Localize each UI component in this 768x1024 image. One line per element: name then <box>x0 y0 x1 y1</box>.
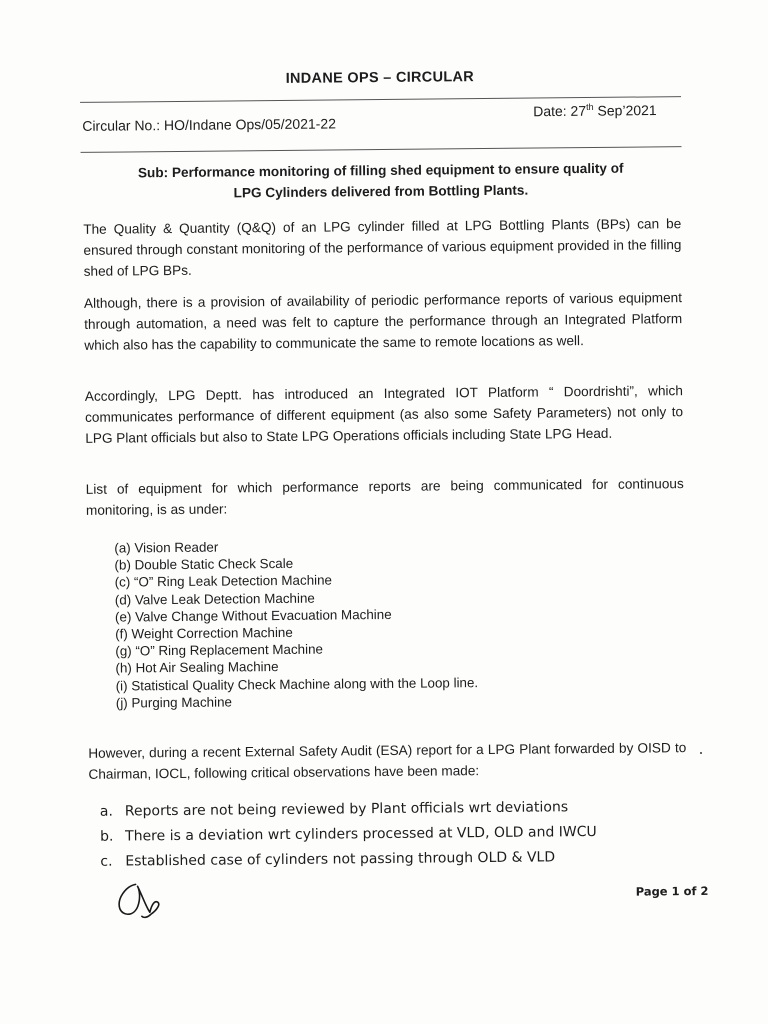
subject-line-1: Sub: Performance monitoring of filling shed equipment to ensure quality of <box>137 160 624 181</box>
observation-list <box>100 795 597 875</box>
date-prefix: Date: 27 <box>533 102 587 120</box>
equipment-list <box>114 536 478 712</box>
list-item <box>100 845 597 875</box>
circular-number: Circular No.: HO/Indane Ops/05/2021-22 <box>82 115 337 134</box>
list-item: (e) Valve Change Without Evacuation Machine <box>114 606 392 625</box>
page-number: Page 1 of 2 <box>635 883 709 899</box>
observation-marker: c. <box>100 853 113 870</box>
signature-initials <box>114 880 166 922</box>
subject <box>81 157 681 205</box>
paragraph-equipment-intro: List of equipment for which performance reports are being communicated for continuous monitoring, is as under: <box>85 476 684 518</box>
list-item: (a) Vision Reader <box>114 539 219 556</box>
observation-text: Reports are not being reviewed by Plant officials wrt deviations <box>124 799 569 820</box>
scan-speck <box>700 752 702 754</box>
observation-text: Established case of cylinders not passing through OLD & VLD <box>125 849 556 870</box>
paragraph-doordrishti: Accordingly, LPG Deptt. has introduced an Integrated IOT Platform “ Doordrishti”, which communicates performance of different equipment (as also some Safety Parameters) not only to LPG Plant officials but also to State LPG Operations officials including State LPG Head. <box>84 383 684 446</box>
subject-line-2: LPG Cylinders delivered from Bottling Plants. <box>233 182 529 201</box>
observation-marker: a. <box>99 803 113 820</box>
list-item: (g) “O” Ring Replacement Machine <box>115 641 324 659</box>
list-item: (d) Valve Leak Detection Machine <box>114 590 315 608</box>
circular-date <box>533 101 657 119</box>
document-title: INDANE OPS – CIRCULAR <box>285 69 475 87</box>
list-item: (f) Weight Correction Machine <box>115 624 293 642</box>
date-ordinal: th <box>586 101 594 113</box>
list-item: (h) Hot Air Sealing Machine <box>115 659 279 677</box>
paragraph-qq: The Quality & Quantity (Q&Q) of an LPG cylinder filled at LPG Bottling Plants (BPs) can be ensured through constant monitoring of the performance of various equipment provided in the filling shed of LPG BPs. <box>83 216 682 279</box>
observation-text: There is a deviation wrt cylinders processed at VLD, OLD and IWCU <box>125 823 597 845</box>
list-item: (b) Double Static Check Scale <box>114 556 294 573</box>
paragraph-automation: Although, there is a provision of availability of periodic performance reports of various equipment through automation, a need was felt to capture the performance through an Integrated Platform which also has the capability to communicate the same to remote locations as well. <box>83 290 683 353</box>
observation-marker: b. <box>100 828 114 845</box>
list-item: (i) Statistical Quality Check Machine along with the Loop line. <box>115 674 479 694</box>
list-item: (j) Purging Machine <box>115 694 232 711</box>
list-item: (c) “O” Ring Leak Detection Machine <box>114 572 333 590</box>
header-rule-bottom <box>81 146 682 153</box>
paragraph-esa-observations: However, during a recent External Safety Audit (ESA) report for a LPG Plant forwarded by OISD to Chairman, IOCL, following critical observations have been made: <box>88 740 687 782</box>
date-suffix: Sep’2021 <box>593 102 657 119</box>
